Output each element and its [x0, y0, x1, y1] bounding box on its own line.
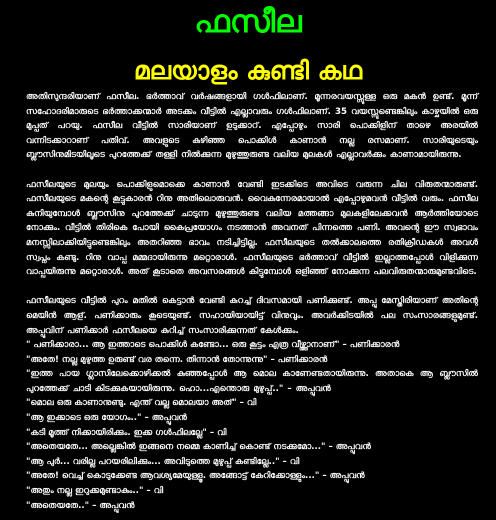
dialogue-line-1: " പണിക്കാരാ... ആ ഇത്താടെ പൊക്കിൾ കണ്ടോ... ഒരു കൂട്ടം എത്ര വീഴ്ത്താനാണ്" – പണിക്കാരൻ [26, 340, 400, 351]
paragraph-3: ഫസീലയുടെ വീട്ടിൽ പുറം മതിൽ കെട്ടാൻ വേണ്ടി കുറച്ച് ദിവസമായി പണിക്കുണ്ട്. അപ്പു മേസ്തിരിയാണ് അതിന്റെ മെയിൻ ആള്. പണിക്കാരും കൂടെയുണ്ട്. സഹായിയായിട്ട് വിനുവും. അവർക്കിടയിൽ പല സംസാരങ്ങളുമുണ്ട്. അപ്പുവിന് പണിക്കാർ ഫസീലയെ കുറിച്ച് സംസാരിക്കുന്നത് കേൾക്കും. [26, 296, 478, 336]
dialogue-line-7: "അതെയതേ... അല്ലെങ്കിൽ ഇങ്ങനെ നമ്മെ കാണിച്ച് കൊണ്ട് നടക്കുമോ..." – അപ്പുവൻ [26, 442, 371, 453]
dialogue-line-5: "ആ ഇക്കാടെ ഒരു യോഗം.." – അപ്പുവൻ [26, 413, 187, 424]
dialogue-line-2: "അതേ! നല്ല മുഴുത്ത ഉരുണ്ട് വര തന്നെ. തിന്നാൻ തോന്നുന്നു" – പണിക്കാരൻ [26, 354, 328, 365]
story-title: ഫസീല [194, 4, 302, 40]
dialogue-line-3: "ഇത്ത പായ ഗ്ലാസിലേക്കൊഴിക്കൽ കുഞ്ഞപ്പോൾ ആ മൊല കാണേണ്ടതായിരുന്നു. അതാകെ ആ ബ്ലൗസിൽ പുറത്തേക്ക് ചാടി കിടക്കുകയായിരുന്നു. ഹൊ...എന്തൊരു മുഴുപ്പ്.." – അപ്പുവൻ [26, 369, 478, 394]
story-subtitle: മലയാളം കുണ്ടി കഥ [133, 56, 363, 85]
dialogue-line-4: "മൊല ഒരു കാണാനുണ്ടു. എന്ത് വല്ല മൊലയാ അത്" – വി [26, 398, 257, 409]
dialogue-line-11: "അതെയതേ.." – അപ്പുവൻ [26, 500, 135, 511]
paragraph-1: അതിസുന്ദരിയാണ് ഫസീല. ഭർത്താവ് വർഷങ്ങളായി ഗൾഫിലാണ്. മൂന്നരവയസ്സുള്ള ഒരു മകൻ ഉണ്ട്. മൂന്ന് സഹോദരിമാരുടെ ഭർത്താക്കന്മാർ അടക്കം വീട്ടിൽ എല്ലാവരും ഗൾഫിലാണ്. 35 വയസ്സുണ്ടെങ്കിലും കാഴ്ചയിൽ ഒരു മുപ്പത് പറയു. ഫസീല വീട്ടിൽ സാരിയാണ് ഉടുക്കാറ്. എപ്പോഴും സാരി പൊക്കിളിന് താഴെ അരയിൽ വന്നിടക്കാറാണ് പതിവ്. അവളുടെ കുഴിഞ്ഞ പൊക്കിൾ കാണാൻ നല്ല രസമാണ്. സാരിയുടെയും ബ്ലൗസിനുമിടയിലൂടെ പുറത്തേക്ക് തള്ളി നിൽക്കുന്ന മുഴുത്തുരുണ്ട വലിയ മുലകൾ എല്ലാവർക്കും കാണാമായിരുന്നു. [26, 92, 478, 161]
dialogue-line-10: "അതും നല്ല ഇറുക്കമുണ്ടാകും.." – വി [26, 486, 164, 497]
paragraph-2: ഫസീലയുടെ മുലയും പൊക്കിളുമൊക്കെ കാണാൻ വേണ്ടി ഇടക്കിടെ അവിടെ വരുന്ന ചില വിരുതന്മാരുണ്ട്. ഫസീലയുടെ മകന്റെ കൂട്ടുകാരൻ റിനു അതിലൊരുവൻ. വൈകുന്നേരമായാൽ എപ്പോഴുമവൻ വീട്ടിൽ വരും. ഫസീല കുനിയുമ്പോൾ ബ്ലൗസിനു പുറത്തേക്ക് ചാടുന്ന മുഴുത്തുരുണ്ട വലിയ മത്തങ്ങാ മുലകളിലേക്കവൻ ആർത്തിയോടെ നോക്കും. വീട്ടിൽ തിരികെ പോയി കൈപ്രയോഗം നടത്താൻ അവനത് പിന്നത്തെ പണി. അവന്റെ ഈ സ്വഭാവം മനസ്സിലാക്കിയിട്ടുണ്ടെങ്കിലും അതറിഞ്ഞ ഭാവം നടിച്ചിട്ടില്ല. ഫസീലയുടെ തൽക്കാലത്തെ രതിക്രീഡകൾ അവൾ സ്വപ്നം കണ്ടു. റിനു വാപ്പ മമ്മദായിരുന്നു മറ്റൊരാൾ. ഫസീലയുടെ ഭർത്താവ് വീട്ടിൽ ഇല്ലാത്തപ്പോൾ വിളിക്കുന്ന വാപ്പയിരുന്നു മറ്റൊരാൾ. അത് കൂടാതെ അവസരങ്ങൾ കിട്ടുമ്പോൾ ഒളിഞ്ഞ് നോക്കുന്ന പലവിരുതന്മാരുമുണ്ടവിടെ. [26, 179, 478, 278]
dialogue-line-6: "കടി മൂത്ത് നിക്കായിരിക്കും. ഇക്ക ഗൾഫിലല്ലേ" – വി [26, 427, 227, 438]
dialogue-line-9: "അതേ! വെച്ച് കൊടുക്കേണ്ട ആവശ്യമേയുള്ളൂ. അങ്ങോട്ട് കേറിക്കോള്ളും..." – അപ്പുവൻ [26, 471, 365, 482]
dialogue-line-8: "ആ പുർ... വരില്ല പറയരിലിക്കും... അവിടുത്തെ മുഴുപ്പ് കണ്ടില്ലേ.." – വി [26, 456, 300, 467]
story-body [26, 90, 478, 513]
